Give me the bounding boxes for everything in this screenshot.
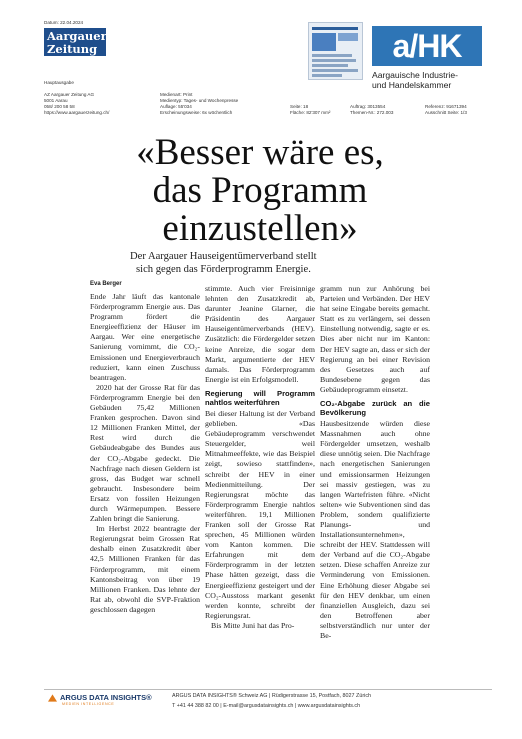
paragraph: stimmte. Auch vier Freisinnige lehnten den Zusatzkredit ab, darunter Jeanine Glarner, die Präsidentin des Aargauer Hauseigentümerverbands (HEV). Zusätzlich: die Fördergelder setzen keine Anreize, die sogar dem Markt, argumentierte der HEV damals. Das Förderprogramm Energie ist ein Erfolgsmodell.: [205, 284, 315, 384]
footer-address: ARGUS DATA INSIGHTS® Schweiz AG | Rüdigerstrasse 15, Postfach, 8027 Zürich: [172, 693, 372, 699]
article-column-2: [205, 284, 315, 631]
paragraph: Bis Mitte Juni hat das Pro-: [211, 620, 295, 630]
paragraph: 2020 hat der Grosse Rat für das Förderprogramm Energie bei den Gebäuden 75,42 Millionen Franken gesprochen. Davon sind 12 Millionen Franken Mittel, der Rest wird durch die Gebäudeabgabe des Bundes aus der CO₂-Abgabe gedeckt. Die Nachfrage nach diesen Geldern ist gross, das Budget war schnell gebraucht. Insbesondere beim Ersatz von fossilen Heizungen durch Wärmepumpen. Bessere Zahlen bringt die Sanierung.: [90, 382, 200, 524]
article-column-1: [90, 292, 200, 615]
article-column-3: [320, 284, 430, 641]
publisher-info: AZ Aargauer Zeitung AG 5001 Aarau 058/ 200 58 58 https://www.aargauerzeitung.ch/: [44, 92, 110, 115]
aihk-logo-caption: Aargauische Industrie- und Handelskammer: [372, 70, 458, 90]
newspaper-masthead: [44, 28, 106, 56]
article-subheadline: Der Aargauer Hauseigentümerverband stellt sich gegen das Förderprogramm Energie.: [130, 251, 317, 275]
paragraph: Ende Jahr läuft das kantonale Förderprogramm Energie aus. Das Programm fördert die Energieeffizienz der Häuser im Aargau. Wer eine energetische Sanierung vornimmt, die CO₂-Emissionen und Energieverbrauch reduziert, kann einen Zuschuss beantragen.: [90, 292, 200, 382]
argus-logo-icon: [48, 694, 57, 702]
subheading: CO₂-Abgabe zurück an die Bevölkerung: [320, 399, 430, 418]
date-label: Datum: 22.04.2024: [44, 20, 84, 25]
paragraph: Im Herbst 2022 beantragte der Regierungsrat beim Grossen Rat deshalb einen Zusatzkredit über 42,5 Millionen Franken für das Förderprogramm, mit einem Kantonsbeitrag von über 19 Millionen Franken. Das lehnte der Rat ab, obwohl die SVP-Fraktion geschlossen dagegen: [90, 524, 200, 614]
paragraph: Hausbesitzende würden diese Massnahmen auch ohne Fördergelder umsetzen, weshalb diese unnötig seien. Die Nachfrage nach energetischen Sanierungen und emissionsarmen Heizungen sei massiv gestiegen, was zu langen Wartefristen führe. «Nicht selten» wie Subventionen sind das Problem, sondern qualifizierte Planungs- und Installationsunternehmen», schreibt der HEV. Stattdessen will der Verband auf die CO₂-Abgabe setzen. Diese schaffen Anreize zur Verminderung von Emissionen. Eine Erhöhung dieser Abgabe sei für den HEV denkbar, um einen finanziellen Ausgleich, dazu sei den Betroffenen aber selbstverständlich nur unter der Be-: [320, 419, 430, 640]
aihk-logo: a/HK: [372, 26, 482, 66]
article-headline: «Besser wäre es, das Programm einzustellen»: [136, 132, 384, 249]
paragraph: Bei dieser Haltung ist der Verband geblieben. «Das Gebäudeprogramm verschwendet Steuergelder, weil Mitnahmeeffekte, wie das Beispiel zeigt, sowieso stattfinden», schreibt der HEV in einer Medienmitteilung. Der Regierungsrat möchte das Förderprogramm Energie nahtlos weiterführen. 19,1 Millionen Franken soll der Grosse Rat sprechen, 45 Millionen würden vom Kanton kommen. Die Erfahrungen mit dem Förderprogramm in der letzten Phase hätten gezeigt, dass die Energieeffizienz gesteigert und der CO₂-Ausstoss markant gesenkt werden konnte, schreibt der Regierungsrat.: [205, 408, 315, 620]
article-author: Eva Berger: [90, 281, 122, 287]
media-info: Medienart: Print Medientyp: Tages- und Wochenpresse Auflage: 55'034 Erscheinungsweise: 6x wöchentlich: [160, 92, 239, 115]
masthead-line2: Zeitung: [47, 41, 98, 56]
section-label: Hauptausgabe: [44, 80, 74, 85]
order-info: Auftrag: 3013554 Themen-Nr.: 272.003: [350, 104, 394, 115]
page-info: Seite: 18 Fläche: 82'307 mm²: [290, 104, 331, 115]
page-thumbnail: [308, 22, 363, 80]
footer-divider: [44, 689, 492, 690]
argus-brand: ARGUS DATA INSIGHTS®: [60, 693, 152, 702]
paragraph: gramm nun zur Anhörung bei Parteien und Verbänden. Der HEV hat seine Eingabe bereits gemacht. Statt es zu verlängern, sei dessen Einstellung notwendig, sagte er es. Dies aber nicht nur im Kanton: Der HEV sagte an, dass er sich der Regierung an bei einer Revision des Gesetzes auch auf Bundesebene gegen das Gebäudeprogramm einsetzt.: [320, 284, 430, 394]
masthead-line1: Aargauer: [47, 29, 107, 43]
footer-contact: T +41 44 388 82 00 | E-mail@argusdatainsights.ch | www.argusdatainsights.ch: [172, 703, 361, 709]
argus-tagline: MEDIEN INTELLIGENCE: [62, 702, 115, 706]
subheading: Regierung will Programm nahtlos weiterführen: [205, 388, 315, 407]
reference-info: Referenz: 91671394 Ausschnitt Seite: 1/3: [425, 104, 467, 115]
